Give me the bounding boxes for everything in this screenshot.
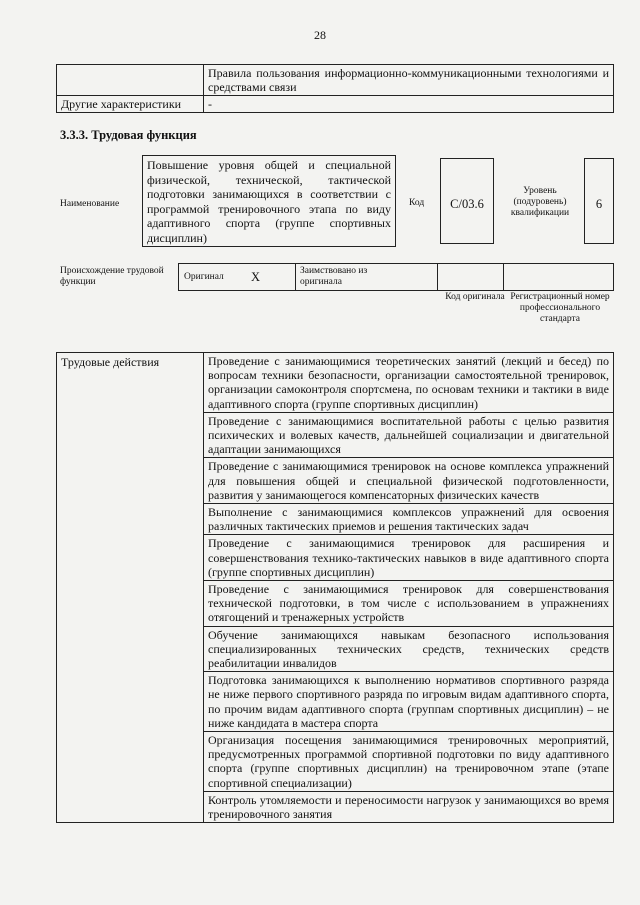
action-item: Проведение с занимающимися тренировок на основе комплекса упражнений для повышения общей и специальной физической подготовленности, развития у занимающегося компенсаторных физических качеств [204, 458, 614, 504]
action-item: Организация посещения занимающимися тренировочных мероприятий, предусмотренных программой спортивной подготовки по виду адаптивного спорта (группе спортивных дисциплин) на тренировочном этапе (этапе спортивной специализации) [204, 732, 614, 792]
level-value: 6 [584, 158, 614, 244]
action-item: Подготовка занимающихся к выполнению нормативов спортивного разряда не ниже первого спортивного разряда по игровым видам адаптивного спорта, по прочим видам адаптивного спорта (группам спортивных дисциплин) – не ниже кандидата в мастера спорта [204, 672, 614, 732]
name-label: Наименование [60, 199, 120, 209]
divider [295, 264, 296, 290]
table-row [57, 353, 614, 413]
origin-label: Происхождение трудовой функции [60, 266, 164, 287]
action-item: Контроль утомляемости и переносимости нагрузок у занимающихся во время тренировочного занятия [204, 791, 614, 822]
borrowed-label: Заимствовано из оригинала [300, 266, 368, 287]
action-item: Проведение с занимающимися тренировок для совершенствования технической подготовки, в том числе с использованием в упражнениях отягощений и тренажерных устройств [204, 581, 614, 627]
actions-table [56, 352, 614, 823]
top-table [56, 64, 614, 113]
page-number: 28 [314, 28, 326, 42]
action-item: Обучение занимающихся навыкам безопасного использования специализированных технических средств, технических средств реабилитации инвалидов [204, 626, 614, 672]
divider [437, 264, 438, 290]
action-item: Проведение с занимающимися теоретических занятий (лекций и бесед) по вопросам техники безопасности, организации самостоятельной тренировок, организации самоконтроля спортсмена, по основам техники и тактики в виде адаптивного спорта (группе спортивных дисциплин) [204, 353, 614, 413]
origin-table [178, 263, 614, 291]
action-item: Выполнение с занимающимися комплексов упражнений для освоения различных тактических приемов и решения тактических задач [204, 504, 614, 535]
section-heading: 3.3.3. Трудовая функция [60, 128, 197, 142]
other-characteristics-value: - [204, 96, 614, 113]
code-label: Код [409, 198, 425, 208]
action-item: Проведение с занимающимися воспитательной работы с целью развития психических и волевых качеств, дальнейшей социализации и двигательной адаптации занимающихся [204, 412, 614, 458]
action-item: Проведение с занимающимися тренировок для расширения и совершенствования технико-тактических навыков в виде адаптивного спорта (группе спортивных дисциплин) [204, 535, 614, 581]
name-value: Повышение уровня общей и специальной физической, технической, тактической подготовки занимающихся в соответствии с программой тренировочного этапа по виду адаптивного спорта (группе спортивных дисциплин) [142, 155, 396, 247]
code-original-caption: Код оригинала [445, 292, 505, 302]
empty-cell [57, 65, 204, 96]
original-mark: X [251, 270, 261, 284]
table-row [57, 65, 614, 96]
original-label: Оригинал [184, 272, 224, 282]
level-label: Уровень (подуровень) квалификации [510, 186, 570, 218]
code-value: C/03.6 [440, 158, 494, 244]
table-row [57, 96, 614, 113]
divider [503, 264, 504, 290]
other-characteristics-label: Другие характеристики [57, 96, 204, 113]
top-row1-text: Правила пользования информационно-коммуникационными технологиями и средствами связи [204, 65, 614, 96]
registration-caption: Регистрационный номер профессионального стандарта [510, 292, 610, 324]
actions-label: Трудовые действия [57, 353, 204, 823]
